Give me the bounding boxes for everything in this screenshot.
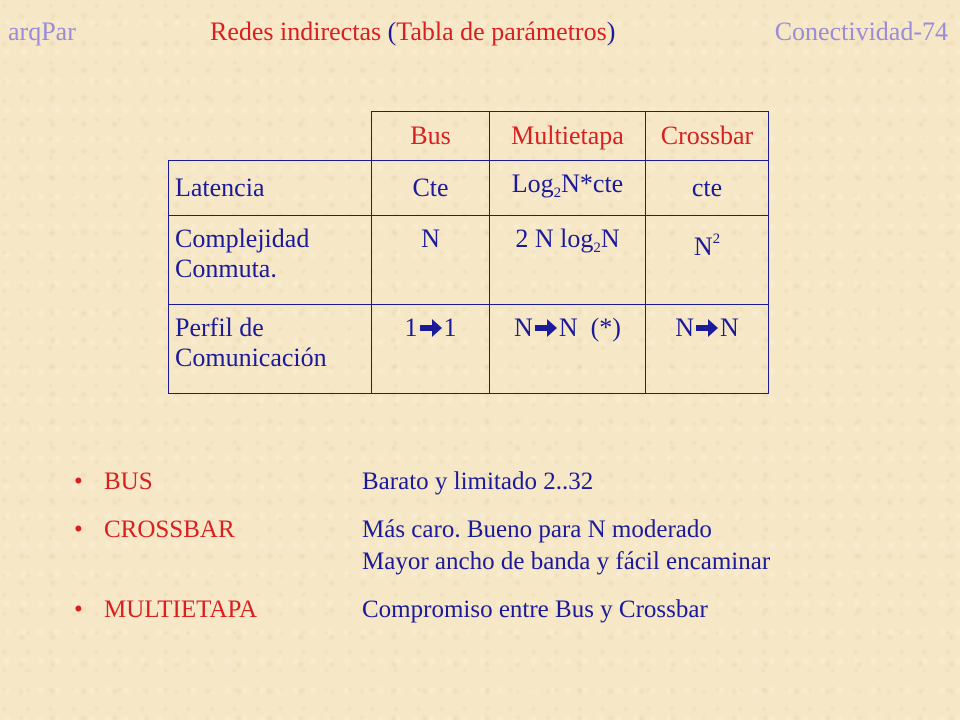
slide-section: Conectividad-74 <box>774 17 948 46</box>
cell-text-post: N*cte <box>561 168 624 198</box>
to-value: 1 <box>443 313 457 342</box>
cell-text-pre: Log <box>511 168 554 198</box>
bullet-icon: • <box>74 468 83 495</box>
bullet-description <box>362 466 934 498</box>
title-mid: Tabla de parámetros <box>396 17 607 46</box>
description-line: Mayor ancho de banda y fácil encaminar <box>362 548 771 575</box>
empty-corner-cell <box>169 112 372 161</box>
bullet-term: BUS <box>104 468 153 495</box>
parameters-table <box>168 111 769 394</box>
table-row <box>169 216 769 305</box>
row-label-line: Perfil de <box>175 313 264 342</box>
table-row <box>169 161 769 216</box>
bullet-icon: • <box>74 516 83 543</box>
col-header-crossbar: Crossbar <box>646 112 769 161</box>
row-label-perfil <box>169 305 372 394</box>
bullet-term: MULTIETAPA <box>104 596 258 623</box>
description-line: Barato y limitado 2..32 <box>362 468 594 495</box>
row-label-line: Complejidad <box>175 224 310 253</box>
arrow-right-icon <box>535 313 557 343</box>
from-value: N <box>675 313 694 342</box>
cell-text-pre: 2 N log <box>515 224 594 253</box>
list-item <box>74 514 934 578</box>
subscript: 2 <box>553 184 562 201</box>
cell-complejidad-bus: N <box>372 216 490 305</box>
col-header-bus: Bus <box>372 112 490 161</box>
cell-complejidad-crossbar <box>646 216 769 305</box>
bullet-description <box>362 594 934 626</box>
bullet-term: CROSSBAR <box>104 516 235 543</box>
cell-latencia-multietapa <box>490 161 646 216</box>
list-item <box>74 466 934 498</box>
to-value: N <box>720 313 739 342</box>
slide-header <box>0 14 960 50</box>
col-header-multietapa: Multietapa <box>490 112 646 161</box>
cell-perfil-multietapa <box>490 305 646 394</box>
arrow-right-icon <box>420 313 442 343</box>
cell-latencia-bus: Cte <box>372 161 490 216</box>
row-label-line: Comunicación <box>175 343 327 372</box>
table-header-row <box>169 112 769 161</box>
row-label-line: Conmuta. <box>175 254 277 283</box>
cell-base: N <box>693 232 713 261</box>
cell-complejidad-multietapa <box>490 216 646 305</box>
from-value: N <box>514 313 533 342</box>
title-paren-close: ) <box>606 17 616 46</box>
superscript: 2 <box>712 231 721 247</box>
row-label-latencia: Latencia <box>169 161 372 216</box>
cell-perfil-crossbar <box>646 305 769 394</box>
bullet-description <box>362 514 934 578</box>
footnote-marker: (*) <box>590 313 621 342</box>
arrow-right-icon <box>696 313 718 343</box>
cell-text-post: N <box>600 224 620 253</box>
table-row <box>169 305 769 394</box>
description-line: Más caro. Bueno para N moderado <box>362 516 712 543</box>
description-line: Compromiso entre Bus y Crossbar <box>362 596 708 623</box>
slide-title <box>210 14 615 50</box>
cell-latencia-crossbar: cte <box>646 161 769 216</box>
course-name: arqPar <box>8 17 76 46</box>
title-pre: Redes indirectas <box>210 17 388 46</box>
from-value: 1 <box>404 313 418 342</box>
subscript: 2 <box>593 240 601 256</box>
list-item <box>74 594 934 626</box>
bullet-list <box>74 466 934 642</box>
cell-perfil-bus <box>372 305 490 394</box>
row-label-complejidad <box>169 216 372 305</box>
to-value: N <box>558 313 578 342</box>
title-paren-open: ( <box>387 17 397 46</box>
bullet-icon: • <box>74 596 83 623</box>
